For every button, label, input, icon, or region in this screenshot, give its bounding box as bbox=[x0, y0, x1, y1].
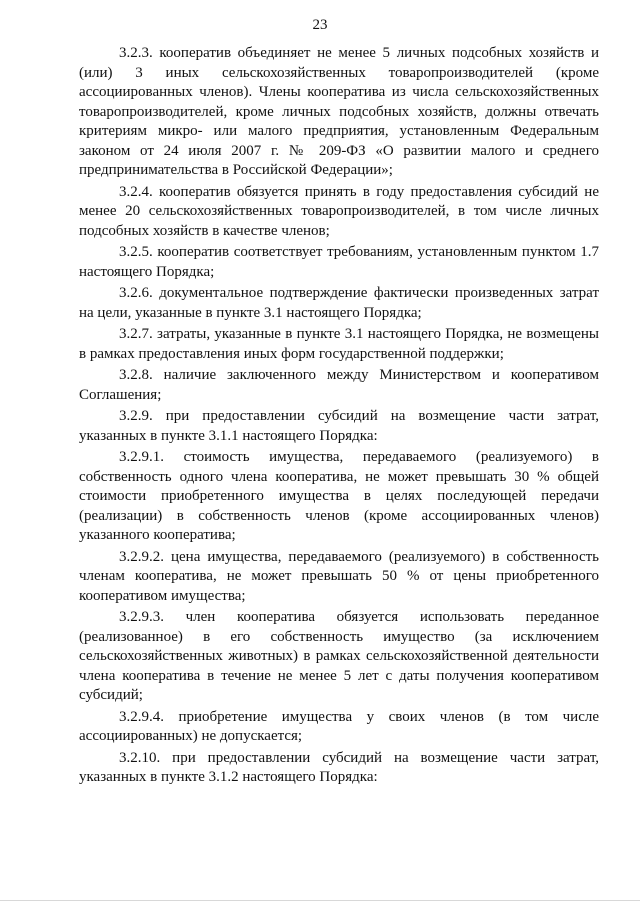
paragraph-3-2-4: 3.2.4. кооператив обязуется принять в году предоставления субсидий не менее 20 сельскохозяйственных товаропроизводителей, в том числе личных подсобных хозяйств в качестве членов; bbox=[79, 183, 599, 239]
paragraph-3-2-3: 3.2.3. кооператив объединяет не менее 5 личных подсобных хозяйств и (или) 3 иных сельскохозяйственных товаропроизводителей (кроме ассоциированных членов). Члены кооператива из числа сельскохозяйственных товаропроизводителей, кроме личных подсобных хозяйств, должны отвечать критериям микро- или малого предприятия, установленным Федеральным законом от 24 июля 2007 г. № 209-ФЗ «О развитии малого и среднего предпринимательства в Российской Федерации»; bbox=[79, 45, 599, 178]
document-body bbox=[79, 44, 599, 790]
paragraph-3-2-7: 3.2.7. затраты, указанные в пункте 3.1 настоящего Порядка, не возмещены в рамках предоставления иных форм государственной поддержки; bbox=[79, 326, 599, 362]
paragraph-3-2-9-2: 3.2.9.2. цена имущества, передаваемого (реализуемого) в собственность членам кооператива, не может превышать 50 % от цены приобретенного кооперативом имущества; bbox=[79, 548, 599, 604]
paragraph-3-2-6: 3.2.6. документальное подтверждение фактически произведенных затрат на цели, указанные в пункте 3.1 настоящего Порядка; bbox=[79, 285, 599, 321]
paragraph-3-2-9-4: 3.2.9.4. приобретение имущества у своих членов (в том числе ассоциированных) не допускается; bbox=[79, 708, 599, 744]
page-number: 23 bbox=[312, 17, 328, 33]
paragraph-3-2-10: 3.2.10. при предоставлении субсидий на возмещение части затрат, указанных в пункте 3.1.2 настоящего Порядка: bbox=[79, 749, 599, 785]
paragraph-3-2-5: 3.2.5. кооператив соответствует требованиям, установленным пунктом 1.7 настоящего Порядка; bbox=[79, 244, 599, 280]
paragraph-3-2-9-1: 3.2.9.1. стоимость имущества, передаваемого (реализуемого) в собственность одного члена кооператива, не может превышать 30 % общей стоимости приобретенного имущества в целях последующей передачи (реализации) в собственность членов (кроме ассоциированных членов) указанного кооператива; bbox=[79, 449, 599, 543]
paragraph-3-2-8: 3.2.8. наличие заключенного между Министерством и кооперативом Соглашения; bbox=[79, 367, 599, 403]
paragraph-3-2-9: 3.2.9. при предоставлении субсидий на возмещение части затрат, указанных в пункте 3.1.1 настоящего Порядка: bbox=[79, 408, 599, 444]
page-bottom-edge bbox=[0, 900, 640, 901]
paragraph-3-2-9-3: 3.2.9.3. член кооператива обязуется использовать переданное (реализованное) в его собственность имущество (за исключением сельскохозяйственных животных) в рамках сельскохозяйственной деятельности члена кооператива в течение не менее 5 лет с даты получения кооперативом субсидий; bbox=[79, 609, 599, 703]
